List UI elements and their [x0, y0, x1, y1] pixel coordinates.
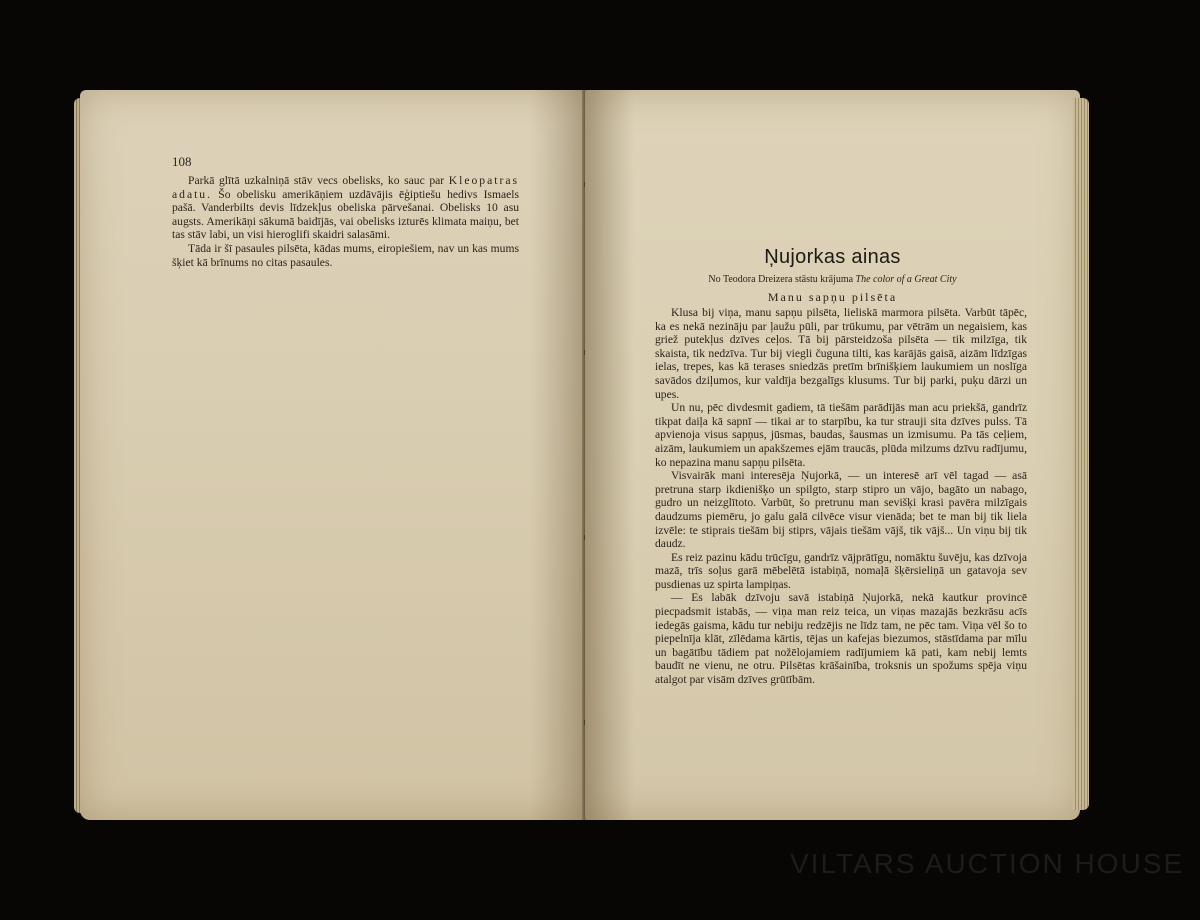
right-page-edges: [1073, 98, 1089, 810]
paragraph: Un nu, pēc divdesmit gadiem, tā tiešām parādījās man acu priekšā, gandrīz tikpat daiļa kā sapnī — tikai ar to starpību, ka tur strauji sita dzīves pulss. Tā apvienoja visus sapņus, jūsmas, baudas, šausmas un izmisumu. Pa tās ceļiem, aizām, laukumiem un apakšzemes ejām traucās, plūda milzums dzīvu radījumu, ko nepazina manu sapņu pilsēta.: [655, 401, 1027, 469]
paragraph: Parkā glītā uzkalniņā stāv vecs obelisks, ko sauc par Kleopatras adatu. Šo obelisku amerikāņiem uzdāvājis ēģiptiešu hedivs Ismaels pašā. Vanderbilts devis līdzekļus obeliska pārvešanai. Obelisks 10 asu augsts. Amerikāņi sākumā baidījās, vai obelisks izturēs klimata maiņu, bet tas stāv labi, un visi hieroglifi skaidri salasāmi.: [172, 174, 519, 242]
left-page-text: [172, 174, 519, 269]
paragraph: — Es labāk dzīvoju savā istabiņā Ņujorkā, nekā kautkur provincē piecpadsmit istabās, — viņa man reiz teica, un viņas mazajās bezkrāsu acīs iedegās gaisma, kādu tur nebiju redzējis ne līdz tam, ne pēc tam. Viņa vēl šo to piepelnīja klāt, zīlēdama kārtis, tējas un kafejas biezumos, stāstīdama par mīlu un bagātību tādiem pat nožēlojamiem radījumiem kā pati, kam nebij lemts baudīt ne vienu, ne otru. Pilsētas krāšainība, troksnis un spožums spēja viņu atalgot par visām dzīves grūtībām.: [655, 591, 1027, 687]
paragraph: Visvairāk mani interesēja Ņujorkā, — un interesē arī vēl tagad — asā pretruna starp ikdienišķo un spilgto, starp stipro un vājo, bagāto un nabago, gudro un neizglītoto. Varbūt, šo pretrunu man sevišķi krasi pavēra milzīgais daudzums piemēru, jo galu galā cilvēce visur vienāda; bet te man bij tik liela izvēle: te stiprais tiešām bij stiprs, vājais tiešām vājš, tik vājš... Un viņu bij tik daudz.: [655, 469, 1027, 551]
left-page: [80, 90, 591, 820]
open-book: [70, 80, 1095, 830]
chapter-title: Ņujorkas ainas: [764, 246, 901, 268]
watermark: VILTARS AUCTION HOUSE: [790, 848, 1185, 879]
right-page: [585, 90, 1080, 820]
chapter-subtitle: No Teodora Dreizera stāstu krājuma The color of a Great City: [708, 274, 957, 285]
section-title: Manu sapņu pilsēta: [767, 290, 898, 304]
page-number: 108: [172, 154, 192, 169]
paragraph: Es reiz pazinu kādu trūcīgu, gandrīz vājprātīgu, nomāktu šuvēju, kas dzīvoja mazā, trīs soļus garā mēbelētā istabiņā, nomaļā šķērsieliņā un gatavoja sev pusdienas uz spirta lampiņas.: [655, 550, 1027, 591]
paragraph: Klusa bij viņa, manu sapņu pilsēta, lieliskā marmora pilsēta. Varbūt tāpēc, ka es nekā nezināju par ļaužu pūli, par trūkumu, par vētrām un negaisiem, kas griež putekļus dzīves ceļos. Tā bij pārsteidzoša pilsēta — tik milzīga, tik skaista, tik nedzīva. Tur bij viegli čuguna tilti, kas karājās gaisā, aizām līdzīgas ielas, trepes, kas kā terases sniedzās pretīm brīnišķiem laukumiem un noslīga savādos dziļumos, kur valdīja bezgalīgs klusums. Tur bij parki, puķu dārzi un upes.: [655, 306, 1027, 401]
right-page-text: [655, 306, 1027, 687]
paragraph: Tāda ir šī pasaules pilsēta, kādas mums, eiropiešiem, nav un kas mums šķiet kā brīnums no citas pasaules.: [172, 241, 519, 269]
